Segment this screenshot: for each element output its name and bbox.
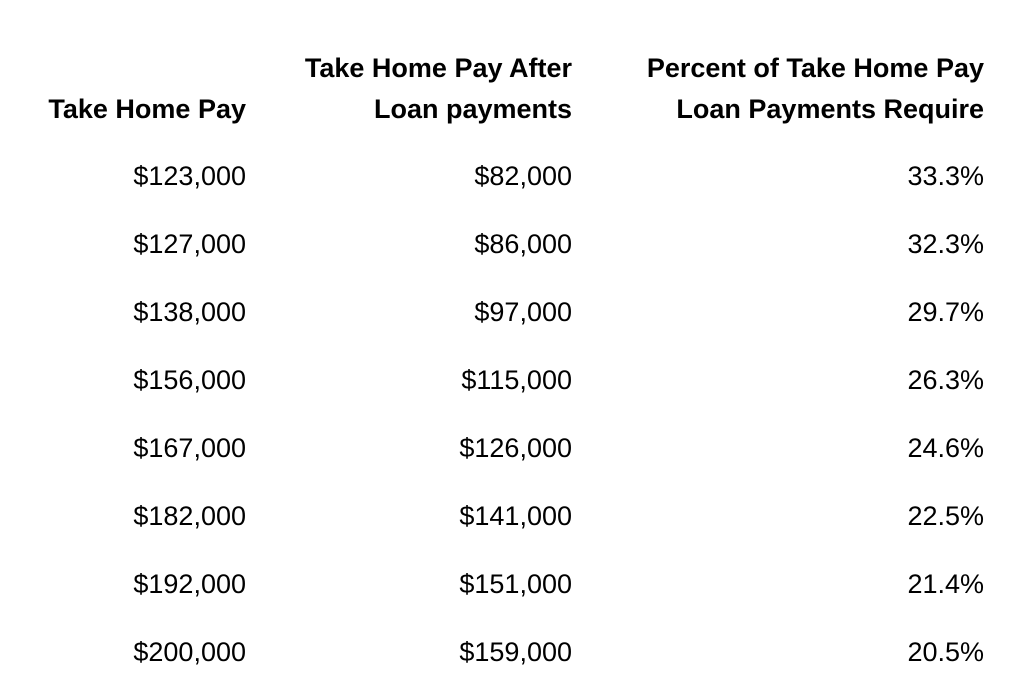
header-line: Percent of Take Home Pay <box>646 53 984 83</box>
after-loans-cell: $86,000 <box>474 229 572 259</box>
table-row <box>0 496 1018 536</box>
take-home-pay-cell: $192,000 <box>133 569 246 599</box>
table-row <box>0 428 1018 468</box>
after-loans-cell: $159,000 <box>459 637 572 667</box>
header-percent-required <box>647 48 984 130</box>
after-loans-cell: $126,000 <box>459 433 572 463</box>
percent-cell: 20.5% <box>907 637 984 667</box>
percent-cell: 21.4% <box>907 569 984 599</box>
percent-cell: 26.3% <box>907 365 984 395</box>
take-home-pay-cell: $182,000 <box>133 501 246 531</box>
take-home-pay-cell: $138,000 <box>133 297 246 327</box>
take-home-pay-cell: $127,000 <box>133 229 246 259</box>
header-take-home-pay <box>48 89 246 130</box>
after-loans-cell: $151,000 <box>459 569 572 599</box>
after-loans-cell: $141,000 <box>459 501 572 531</box>
percent-cell: 33.3% <box>907 161 984 191</box>
after-loans-cell: $82,000 <box>474 161 572 191</box>
table-row <box>0 564 1018 604</box>
header-line: Loan Payments Require <box>676 94 984 124</box>
table-row <box>0 632 1018 672</box>
table-row <box>0 156 1018 196</box>
header-line: Take Home Pay After <box>304 53 572 83</box>
take-home-pay-cell: $123,000 <box>133 161 246 191</box>
header-take-home-after-loans <box>305 48 572 130</box>
percent-cell: 29.7% <box>907 297 984 327</box>
header-line: Loan payments <box>373 94 572 124</box>
table-row <box>0 224 1018 264</box>
header-line: Take Home Pay <box>48 94 246 124</box>
percent-cell: 32.3% <box>907 229 984 259</box>
take-home-pay-cell: $167,000 <box>133 433 246 463</box>
take-home-pay-cell: $200,000 <box>133 637 246 667</box>
percent-cell: 24.6% <box>907 433 984 463</box>
take-home-pay-cell: $156,000 <box>133 365 246 395</box>
after-loans-cell: $97,000 <box>474 297 572 327</box>
table-row <box>0 292 1018 332</box>
after-loans-cell: $115,000 <box>461 365 572 395</box>
table-row <box>0 360 1018 400</box>
percent-cell: 22.5% <box>907 501 984 531</box>
